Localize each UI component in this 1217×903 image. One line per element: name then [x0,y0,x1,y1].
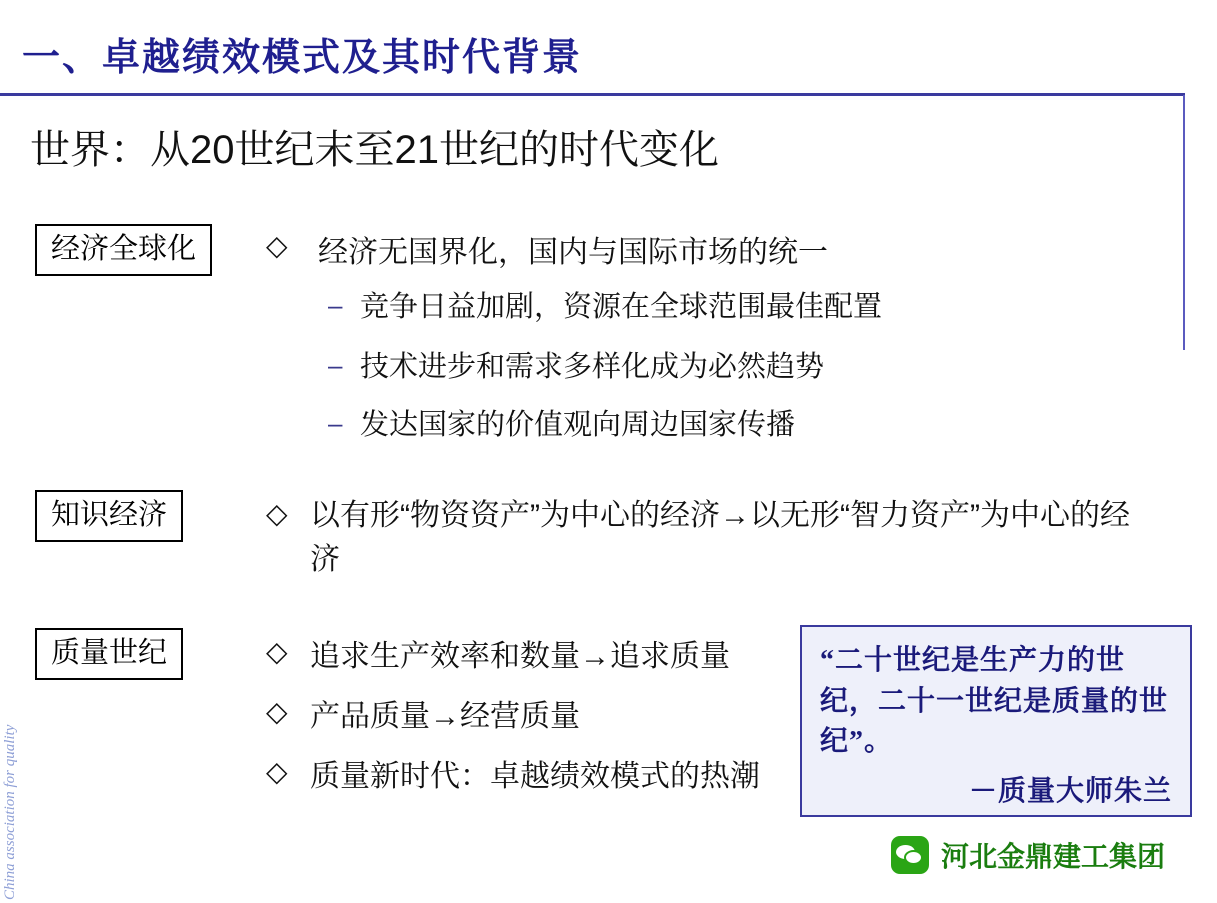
diamond-bullet-icon: ◇ [266,230,288,261]
diamond-bullet-icon: ◇ [266,498,288,529]
dash-bullet-icon: – [328,350,343,380]
quote-attribution: －质量大师朱兰 [968,775,1172,807]
footer-brand [891,835,1165,875]
category-label-quality-century: 质量世纪 [35,628,183,680]
dash-bullet-icon: – [328,290,343,320]
bullet-text: 质量新时代：卓越绩效模式的热潮 [310,760,760,793]
diamond-bullet-icon: ◇ [266,636,288,667]
brand-name: 河北金鼎建工集团 [940,841,1165,872]
sub-bullet-text: 技术进步和需求多样化成为必然趋势 [360,351,825,383]
quote-callout [800,625,1192,817]
sub-bullet-text: 竞争日益加剧，资源在全球范围最佳配置 [360,291,883,323]
sub-bullet-text: 发达国家的价值观向周边国家传播 [360,409,796,441]
dash-bullet-icon: – [328,408,343,438]
category-label-globalization: 经济全球化 [35,224,212,276]
diamond-bullet-icon: ◇ [266,756,288,787]
diamond-bullet-icon: ◇ [266,696,288,727]
side-watermark-en: China association for quality [2,724,18,900]
category-label-knowledge-economy: 知识经济 [35,490,183,542]
bullet-text: 经济无国界化，国内与国际市场的统一 [318,236,828,269]
quote-text: “二十世纪是生产力的世纪，二十一世纪是质量的世纪”。 [820,645,1169,758]
page-title: 一、卓越绩效模式及其时代背景 [22,37,583,79]
bullet-text: 以有形“物资资产”为中心的经济→以无形“智力资产”为中心的经济 [310,499,1130,576]
slide-subtitle: 世界：从20世纪末至21世纪的时代变化 [30,128,719,172]
side-watermark [2,430,28,900]
bullet-text: 追求生产效率和数量→追求质量 [310,640,730,673]
bullet-text: 产品质量→经营质量 [310,700,580,733]
wechat-icon [891,836,929,874]
